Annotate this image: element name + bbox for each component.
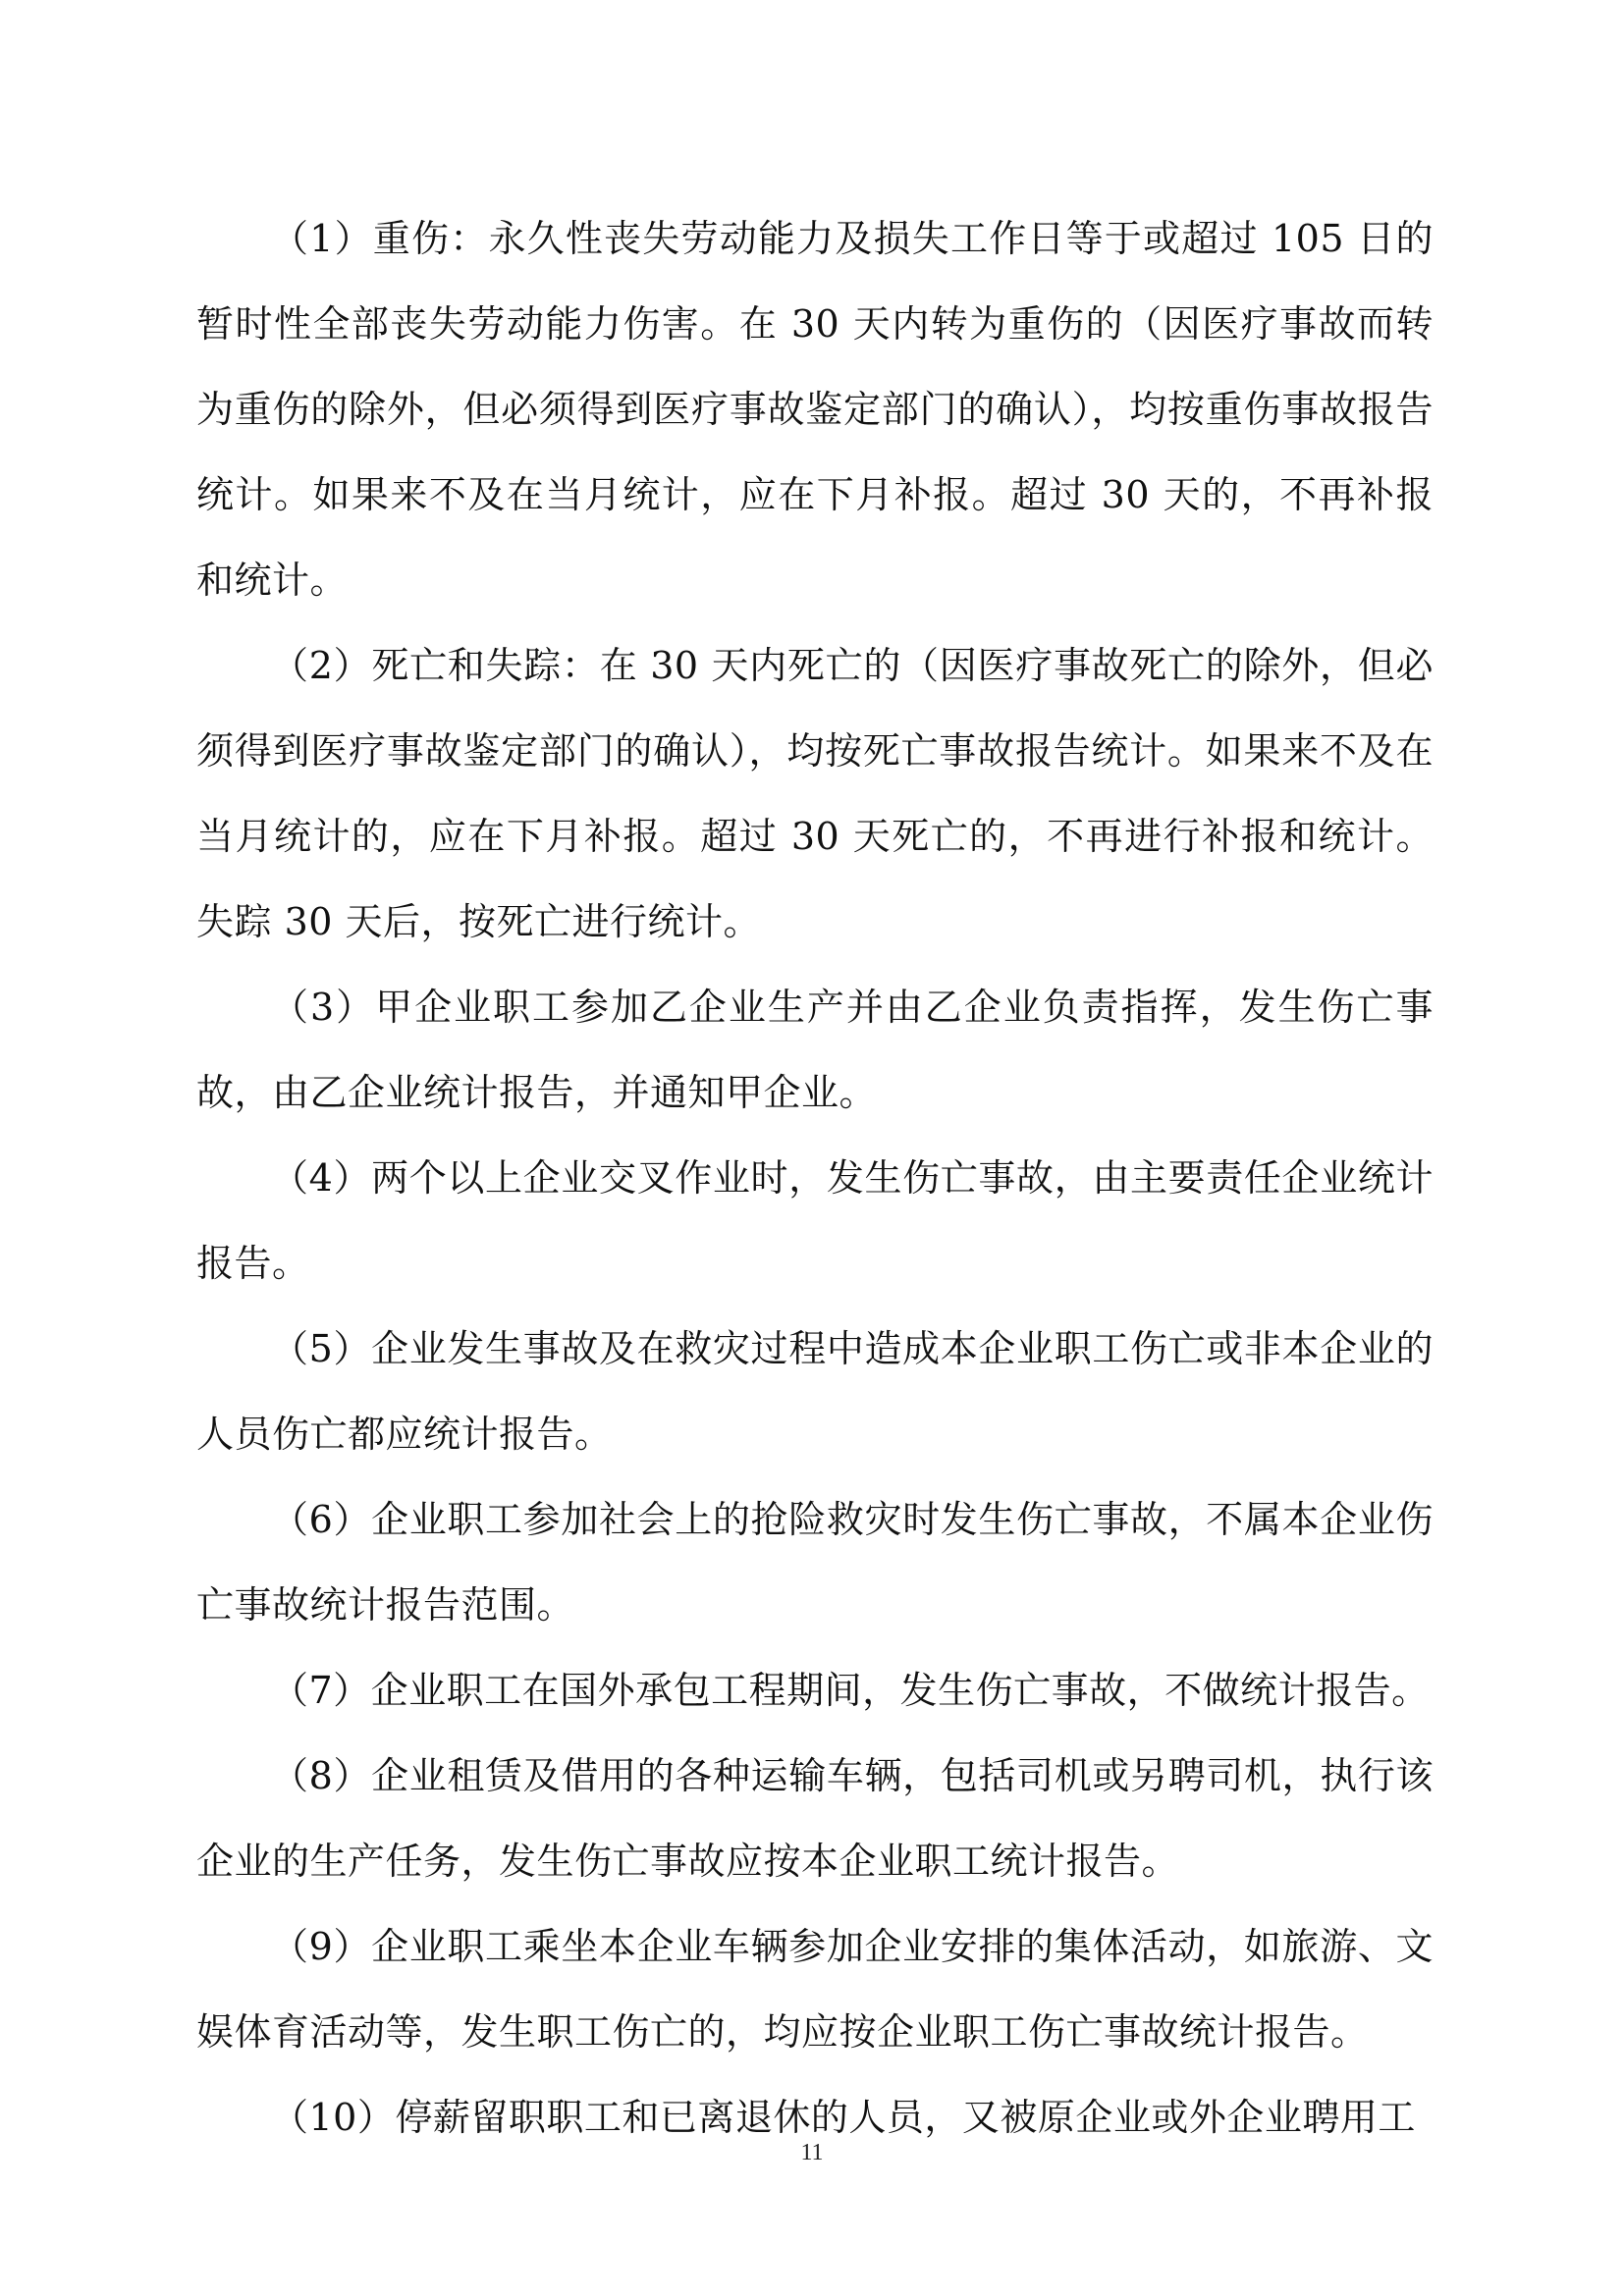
paragraph-3: （3）甲企业职工参加乙企业生产并由乙企业负责指挥，发生伤亡事故，由乙企业统计报告，并通知甲企业。 (196, 986, 1434, 1114)
paragraph-10: （10）停薪留职职工和已离退休的人员，又被原企业或外企业聘用工 (271, 2096, 1416, 2139)
document-body (196, 196, 1434, 2161)
paragraph-4: （4）两个以上企业交叉作业时，发生伤亡事故，由主要责任企业统计报告。 (196, 1156, 1434, 1285)
paragraph-5: （5）企业发生事故及在救灾过程中造成本企业职工伤亡或非本企业的人员伤亡都应统计报告。 (196, 1327, 1434, 1456)
paragraph-8: （8）企业租赁及借用的各种运输车辆，包括司机或另聘司机，执行该企业的生产任务，发生伤亡事故应按本企业职工统计报告。 (196, 1754, 1434, 1883)
paragraph-7: （7）企业职工在国外承包工程期间，发生伤亡事故，不做统计报告。 (271, 1669, 1430, 1712)
paragraph-6: （6）企业职工参加社会上的抢险救灾时发生伤亡事故，不属本企业伤亡事故统计报告范围。 (196, 1498, 1434, 1627)
page-number: 11 (800, 2140, 824, 2165)
paragraph-2: （2）死亡和失踪：在 30 天内死亡的（因医疗事故死亡的除外，但必须得到医疗事故鉴定部门的确认），均按死亡事故报告统计。如果来不及在当月统计的，应在下月补报。超过 30 天死亡的，不再进行补报和统计。失踪 30 天后，按死亡进行统计。 (196, 644, 1434, 943)
paragraph-9: （9）企业职工乘坐本企业车辆参加企业安排的集体活动，如旅游、文娱体育活动等，发生职工伤亡的，均应按企业职工伤亡事故统计报告。 (196, 1925, 1434, 2054)
paragraph-1: （1）重伤：永久性丧失劳动能力及损失工作日等于或超过 105 日的暂时性全部丧失劳动能力伤害。在 30 天内转为重伤的（因医疗事故而转为重伤的除外，但必须得到医疗事故鉴定部门的确认），均按重伤事故报告统计。如果来不及在当月统计，应在下月补报。超过 30 天的，不再补报和统计。 (196, 217, 1434, 602)
